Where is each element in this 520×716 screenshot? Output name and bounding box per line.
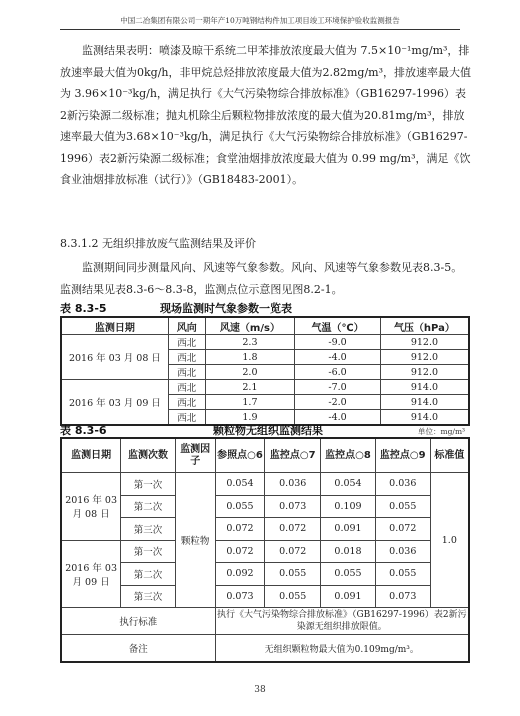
note-row — [61, 635, 469, 663]
table-cell: 0.091 — [321, 585, 376, 608]
table-cell: 0.055 — [215, 495, 265, 518]
table-cell: 0.072 — [215, 518, 265, 541]
table-cell: 914.0 — [380, 395, 469, 410]
standard-value-cell: 1.0 — [430, 473, 469, 608]
table2-title: 颗粒物无组织监测结果 — [213, 424, 323, 437]
table-cell: 912.0 — [380, 335, 469, 350]
table-cell: 0.055 — [321, 563, 376, 586]
column-header: 参照点○6 — [215, 438, 265, 473]
table-cell: 0.055 — [265, 585, 321, 608]
table-cell: 0.036 — [265, 473, 321, 496]
column-header: 监控点○9 — [375, 438, 430, 473]
table-cell: 1.7 — [205, 395, 295, 410]
table-cell: -4.0 — [295, 410, 381, 426]
table-cell: 西北 — [168, 335, 205, 350]
particulate-table — [60, 437, 470, 663]
factor-cell: 颗粒物 — [175, 473, 215, 608]
table-cell: -2.0 — [295, 395, 381, 410]
table-cell: -4.0 — [295, 350, 381, 365]
table-cell: 0.054 — [321, 473, 376, 496]
table-cell: 0.072 — [265, 540, 321, 563]
table-cell: 0.036 — [375, 473, 430, 496]
standard-label: 执行标准 — [61, 608, 215, 635]
table-cell: 第二次 — [121, 563, 176, 586]
column-header: 监控点○7 — [265, 438, 321, 473]
table-cell: 0.091 — [321, 518, 376, 541]
table-cell: 西北 — [168, 380, 205, 395]
standard-text: 执行《大气污染物综合排放标准》（GB16297-1996）表2新污染源无组织排放限值。 — [215, 608, 469, 635]
note-label: 备注 — [61, 635, 215, 663]
header-divider — [60, 29, 460, 30]
table-cell: 0.072 — [375, 518, 430, 541]
section-heading: 8.3.1.2 无组织排放废气监测结果及评价 — [60, 237, 256, 250]
table2-number: 表 8.3-6 — [60, 424, 107, 437]
table-cell: 0.036 — [375, 540, 430, 563]
table-cell: 1.9 — [205, 410, 295, 426]
note-text: 无组织颗粒物最大值为0.109mg/m³。 — [215, 635, 469, 663]
table-cell: 914.0 — [380, 380, 469, 395]
report-header: 中国二冶集团有限公司一期年产10万吨钢结构件加工项目竣工环境保护验收监测报告 — [120, 16, 400, 25]
table-cell: 2.3 — [205, 335, 295, 350]
table-header-row — [61, 438, 469, 473]
table-cell: 0.109 — [321, 495, 376, 518]
column-header: 风速（m/s） — [205, 317, 295, 335]
table-cell: 西北 — [168, 395, 205, 410]
table-cell: -9.0 — [295, 335, 381, 350]
table-cell: 0.018 — [321, 540, 376, 563]
column-header: 气温（℃） — [295, 317, 381, 335]
table-cell: 第三次 — [121, 585, 176, 608]
table-cell: 912.0 — [380, 350, 469, 365]
date-cell: 2016 年 03 月 08 日 — [61, 335, 168, 380]
table-cell: 第一次 — [121, 473, 176, 496]
paragraph-results: 监测结果表明：喷漆及晾干系统二甲苯排放浓度最大值为 7.5×10⁻¹mg/m³，排放速率最大值为0kg/h，非甲烷总烃排放浓度最大值为2.82mg/m³，排放速率最大值为 3.96×10⁻³kg/h，满足执行《大气污染物综合排放标准》（GB16297-1996）表2新污染源二级标准；抛丸机除尘后颗粒物排放浓度的最大值为20.81mg/m³，排放速率最大值为3.68×10⁻³kg/h，满足执行《大气污染物综合排放标准》（GB16297-1996）表2新污染源二级标准；食堂油烟排放浓度最大值为 0.99 mg/m³，满足《饮食业油烟排放标准（试行）》（GB18483-2001）。 — [60, 44, 472, 186]
column-header: 标准值 — [430, 438, 469, 473]
column-header: 监测次数 — [121, 438, 176, 473]
table-row — [61, 495, 469, 518]
date-cell: 2016 年 03 月 08 日 — [61, 473, 121, 541]
table-cell: -7.0 — [295, 380, 381, 395]
column-header: 监测因子 — [175, 438, 215, 473]
table-row — [61, 518, 469, 541]
table-cell: 第二次 — [121, 495, 176, 518]
table-cell: 西北 — [168, 365, 205, 380]
table-row — [61, 540, 469, 563]
column-header: 气压（hPa） — [380, 317, 469, 335]
table-cell: 0.073 — [265, 495, 321, 518]
table1-title: 现场监测时气象参数一览表 — [160, 302, 292, 315]
table-row — [61, 563, 469, 586]
standard-row — [61, 608, 469, 635]
paragraph-intro: 监测期间同步测量风向、风速等气象参数。风向、风速等气象参数见表8.3-5。监测结果见表8.3-6～8.3-8，监测点位示意图见图8.2-1。 — [60, 261, 463, 296]
table-row — [61, 335, 469, 350]
table-cell: 第一次 — [121, 540, 176, 563]
column-header: 监测日期 — [61, 438, 121, 473]
table-cell: -6.0 — [295, 365, 381, 380]
date-cell: 2016 年 03 月 09 日 — [61, 540, 121, 608]
table-cell: 西北 — [168, 350, 205, 365]
column-header: 风向 — [168, 317, 205, 335]
table-cell: 0.055 — [375, 495, 430, 518]
table-cell: 2.1 — [205, 380, 295, 395]
table-cell: 914.0 — [380, 410, 469, 426]
table-cell: 1.8 — [205, 350, 295, 365]
table-cell: 0.072 — [265, 518, 321, 541]
page-number: 38 — [254, 685, 266, 695]
table-cell: 西北 — [168, 410, 205, 426]
table-cell: 0.055 — [375, 563, 430, 586]
column-header: 监测日期 — [61, 317, 168, 335]
table-cell: 2.0 — [205, 365, 295, 380]
table1-number: 表 8.3-5 — [60, 302, 107, 315]
date-cell: 2016 年 03 月 09 日 — [61, 380, 168, 426]
table-cell: 0.073 — [375, 585, 430, 608]
table-cell: 0.092 — [215, 563, 265, 586]
table-header-row — [61, 317, 469, 335]
table2-unit: 单位：mg/m³ — [418, 427, 466, 436]
table-cell: 第三次 — [121, 518, 176, 541]
table-cell: 0.054 — [215, 473, 265, 496]
table-cell: 0.055 — [265, 563, 321, 586]
table-cell: 0.073 — [215, 585, 265, 608]
table-row — [61, 473, 469, 496]
table-cell: 0.072 — [215, 540, 265, 563]
table-cell: 912.0 — [380, 365, 469, 380]
table-row — [61, 585, 469, 608]
table-row — [61, 380, 469, 395]
weather-table — [60, 316, 470, 426]
column-header: 监控点○8 — [321, 438, 376, 473]
